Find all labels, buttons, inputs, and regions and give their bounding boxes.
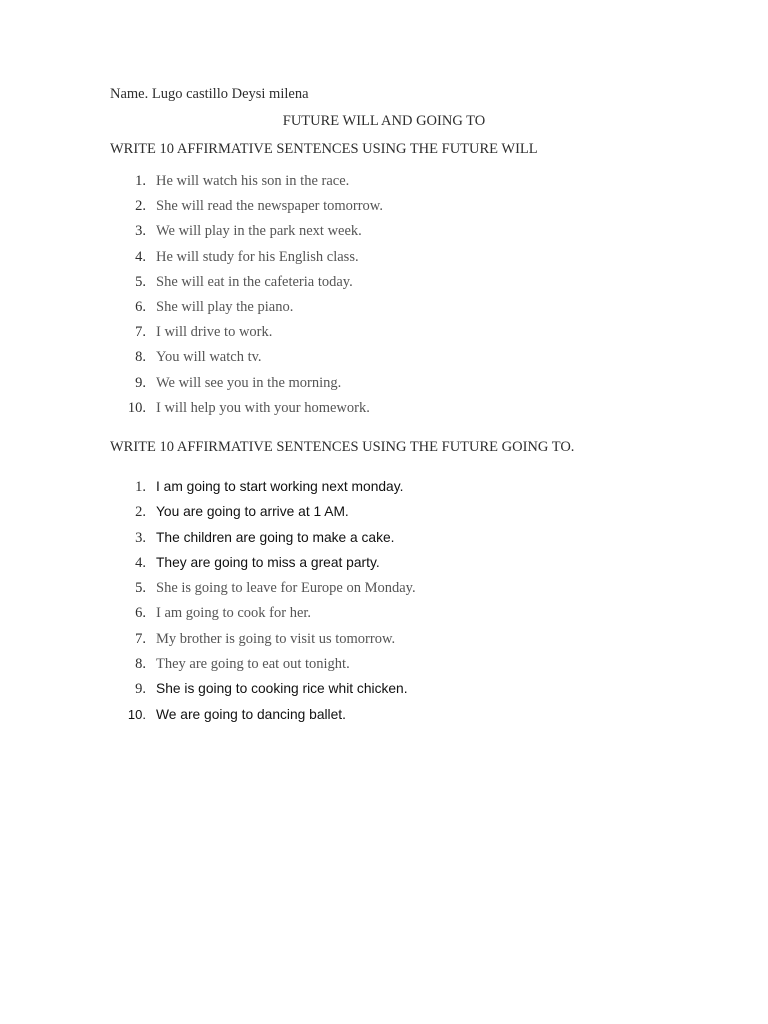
item-number: 5. xyxy=(135,580,146,597)
list-item xyxy=(110,349,262,374)
list-item xyxy=(110,248,359,274)
item-number: 1. xyxy=(135,173,146,189)
list-item xyxy=(110,273,353,299)
list-item xyxy=(110,706,346,732)
list-item xyxy=(110,374,342,400)
item-text: I will help you with your homework. xyxy=(156,399,370,416)
document-title: FUTURE WILL AND GOING TO xyxy=(282,113,486,129)
item-text: My brother is going to visit us tomorrow. xyxy=(156,630,396,647)
item-number: 7. xyxy=(135,324,146,341)
item-number: 8. xyxy=(135,656,146,673)
item-text: You will watch tv. xyxy=(156,349,262,366)
item-number: 1. xyxy=(135,479,146,495)
list-item xyxy=(110,198,383,223)
section-heading-will: WRITE 10 AFFIRMATIVE SENTENCES USING THE FUTURE WILL xyxy=(110,141,538,157)
item-number: 10. xyxy=(127,706,146,722)
will-sentences-list xyxy=(110,173,383,425)
item-number: 5. xyxy=(135,273,146,290)
item-number: 3. xyxy=(135,529,146,546)
item-text: He will study for his English class. xyxy=(156,248,359,265)
item-number: 9. xyxy=(135,681,146,698)
item-number: 2. xyxy=(135,198,146,215)
item-number: 8. xyxy=(135,349,146,366)
item-text: We are going to dancing ballet. xyxy=(156,706,346,722)
list-item xyxy=(110,656,350,681)
item-text: I am going to cook for her. xyxy=(156,605,312,622)
item-text: He will watch his son in the race. xyxy=(156,173,350,189)
item-number: 9. xyxy=(135,374,146,391)
item-text: They are going to eat out tonight. xyxy=(156,656,350,673)
list-item xyxy=(110,504,349,529)
section-heading-going-to: WRITE 10 AFFIRMATIVE SENTENCES USING THE FUTURE GOING TO. xyxy=(110,439,575,455)
item-number: 2. xyxy=(135,504,146,521)
list-item xyxy=(110,479,404,504)
list-item xyxy=(110,223,362,248)
item-text: She will read the newspaper tomorrow. xyxy=(156,198,383,215)
item-number: 10. xyxy=(127,399,146,416)
student-name: Name. Lugo castillo Deysi milena xyxy=(110,86,309,102)
item-text: The children are going to make a cake. xyxy=(156,529,395,545)
list-item xyxy=(110,681,408,706)
list-item xyxy=(110,580,416,605)
item-number: 4. xyxy=(135,554,146,571)
item-text: She will eat in the cafeteria today. xyxy=(156,273,353,290)
item-number: 4. xyxy=(135,248,146,265)
item-text: I will drive to work. xyxy=(156,324,273,341)
list-item xyxy=(110,399,370,425)
item-text: She is going to cooking rice whit chicken. xyxy=(156,681,408,697)
list-item xyxy=(110,324,273,349)
item-number: 6. xyxy=(135,605,146,622)
going-to-sentences-list xyxy=(110,479,416,732)
item-number: 7. xyxy=(135,630,146,647)
item-text: You are going to arrive at 1 AM. xyxy=(156,504,349,520)
list-item xyxy=(110,298,294,324)
list-item xyxy=(110,554,380,580)
item-number: 3. xyxy=(135,223,146,240)
list-item xyxy=(110,630,396,656)
list-item xyxy=(110,605,312,630)
item-text: We will see you in the morning. xyxy=(156,374,342,391)
list-item xyxy=(110,173,350,198)
item-text: She is going to leave for Europe on Monday. xyxy=(156,580,416,597)
item-text: She will play the piano. xyxy=(156,298,294,315)
list-item xyxy=(110,529,395,555)
item-number: 6. xyxy=(135,298,146,315)
item-text: We will play in the park next week. xyxy=(156,223,362,240)
item-text: I am going to start working next monday. xyxy=(156,479,404,494)
item-text: They are going to miss a great party. xyxy=(156,554,380,570)
